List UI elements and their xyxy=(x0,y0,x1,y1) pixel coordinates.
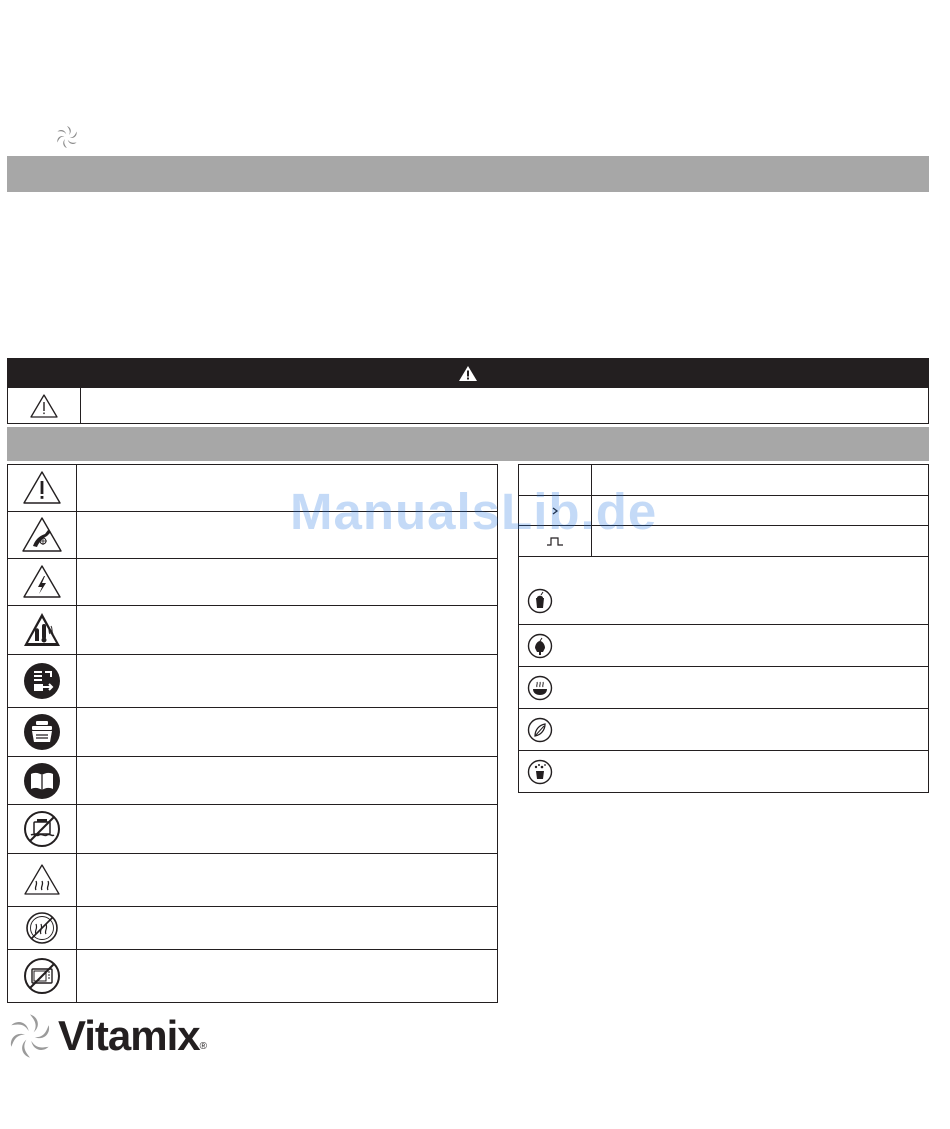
blade-hazard-icon xyxy=(21,516,63,554)
brand-name: Vitamix xyxy=(58,1012,200,1059)
read-manual-icon xyxy=(23,762,61,800)
general-warning-icon xyxy=(22,470,62,506)
table-row xyxy=(519,751,929,793)
symbol-description xyxy=(77,757,498,805)
symbol-description xyxy=(77,950,498,1003)
watermark: ManualsLib.de xyxy=(290,483,658,540)
smoothie-icon xyxy=(527,588,553,614)
table-row xyxy=(519,625,929,667)
hot-surface-icon xyxy=(23,863,61,897)
symbol-description xyxy=(77,655,498,708)
table-row xyxy=(8,655,498,708)
warning-triangle-outline-icon xyxy=(29,393,59,419)
vitamix-mark-icon xyxy=(54,124,80,150)
warning-row xyxy=(7,388,929,424)
symbols-header-bar xyxy=(7,427,929,461)
self-cleaning-icon xyxy=(527,759,553,785)
table-row xyxy=(8,559,498,606)
hot-soup-icon xyxy=(527,675,553,701)
table-row xyxy=(8,854,498,907)
table-row xyxy=(519,557,929,625)
no-microwave-icon xyxy=(23,957,61,995)
vitamix-swirl-icon xyxy=(6,1012,54,1060)
vitamix-logo xyxy=(6,1010,226,1062)
symbol-description xyxy=(77,854,498,907)
table-row xyxy=(8,708,498,757)
no-immersion-icon xyxy=(23,810,61,848)
table-row xyxy=(8,606,498,655)
no-hot-liquids-icon xyxy=(25,911,59,945)
table-row xyxy=(8,757,498,805)
safety-symbols-table xyxy=(7,464,498,1003)
dips-spreads-icon xyxy=(527,717,553,743)
table-row xyxy=(8,907,498,950)
use-lid-icon xyxy=(23,713,61,751)
symbol-description xyxy=(77,606,498,655)
electric-shock-icon xyxy=(22,564,62,600)
table-row xyxy=(519,709,929,751)
warning-triangle-icon xyxy=(458,365,478,382)
unplug-icon xyxy=(23,662,61,700)
symbol-description xyxy=(77,708,498,757)
warning-header xyxy=(7,358,929,388)
frozen-dessert-icon xyxy=(527,633,553,659)
registered-mark: ® xyxy=(199,1041,208,1052)
hot-liquid-hazard-icon xyxy=(22,611,62,649)
symbol-description xyxy=(77,805,498,854)
table-row xyxy=(519,667,929,709)
table-row xyxy=(8,950,498,1003)
symbol-description xyxy=(77,907,498,950)
symbol-description xyxy=(77,559,498,606)
section-header-bar xyxy=(7,156,929,192)
table-row xyxy=(8,805,498,854)
